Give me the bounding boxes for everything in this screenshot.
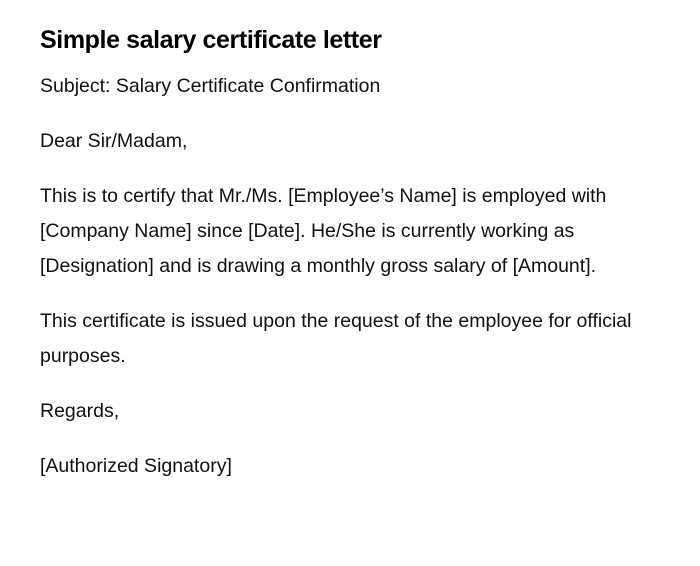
salutation: Dear Sir/Madam, [40, 130, 188, 152]
closing: Regards, [40, 400, 120, 422]
body-paragraph-certification: This is to certify that Mr./Ms. [Employee’s Name] is employed with [Company Name] since [Date]. He/She is currently working as [Designation] and is drawing a monthly gross salary of [Amount]. [40, 185, 607, 277]
signatory: [Authorized Signatory] [40, 455, 232, 477]
letter-document [40, 22, 640, 484]
body-paragraph-purpose: This certificate is issued upon the request of the employee for official purposes. [40, 310, 632, 367]
document-title: Simple salary certificate letter [40, 26, 382, 54]
subject-line: Subject: Salary Certificate Confirmation [40, 75, 381, 97]
